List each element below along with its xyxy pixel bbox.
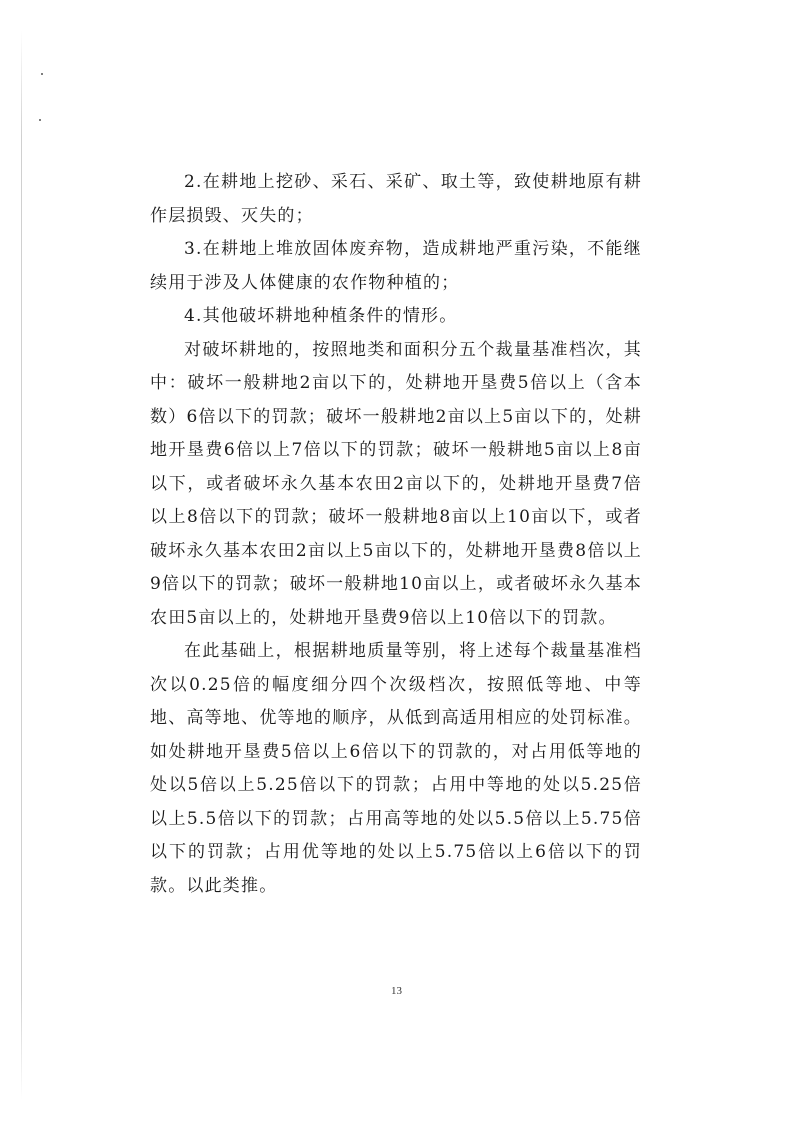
paragraph-penalty-tiers: 对破坏耕地的，按照地类和面积分五个裁量基准档次，其中：破坏一般耕地2亩以下的，处耕地开垦费5倍以上（含本数）6倍以下的罚款；破坏一般耕地2亩以上5亩以下的，处耕地开垦费6倍以上7倍以下的罚款；破坏一般耕地5亩以上8亩以下，或者破坏永久基本农田2亩以下的，处耕地开垦费7倍以上8倍以下的罚款；破坏一般耕地8亩以上10亩以下，或者破坏永久基本农田2亩以上5亩以下的，处耕地开垦费8倍以上9倍以下的罚款；破坏一般耕地10亩以上，或者破坏永久基本农田5亩以上的，处耕地开垦费9倍以上10倍以下的罚款。 — [150, 339, 642, 628]
paragraph-item-4: 4.其他破坏耕地种植条件的情形。 — [184, 306, 458, 326]
scan-edge-line — [21, 30, 22, 1100]
paragraph-item-3: 3.在耕地上堆放固体废弃物，造成耕地严重污染，不能继续用于涉及人体健康的农作物种植的； — [150, 239, 642, 293]
page-number: 13 — [391, 985, 402, 997]
scan-speck — [41, 73, 43, 75]
scan-speck — [39, 119, 41, 121]
document-body — [150, 166, 642, 903]
paragraph-quality-grades: 在此基础上，根据耕地质量等别，将上述每个裁量基准档次以0.25倍的幅度细分四个次级档次，按照低等地、中等地、高等地、优等地的顺序，从低到高适用相应的处罚标准。如处耕地开垦费5倍以上6倍以下的罚款的，对占用低等地的处以5倍以上5.25倍以下的罚款；占用中等地的处以5.25倍以上5.5倍以下的罚款；占用高等地的处以5.5倍以上5.75倍以下的罚款；占用优等地的处以上5.75倍以上6倍以下的罚款。以此类推。 — [150, 641, 642, 896]
paragraph-item-2: 2.在耕地上挖砂、采石、采矿、取土等，致使耕地原有耕作层损毁、灭失的； — [150, 172, 642, 226]
